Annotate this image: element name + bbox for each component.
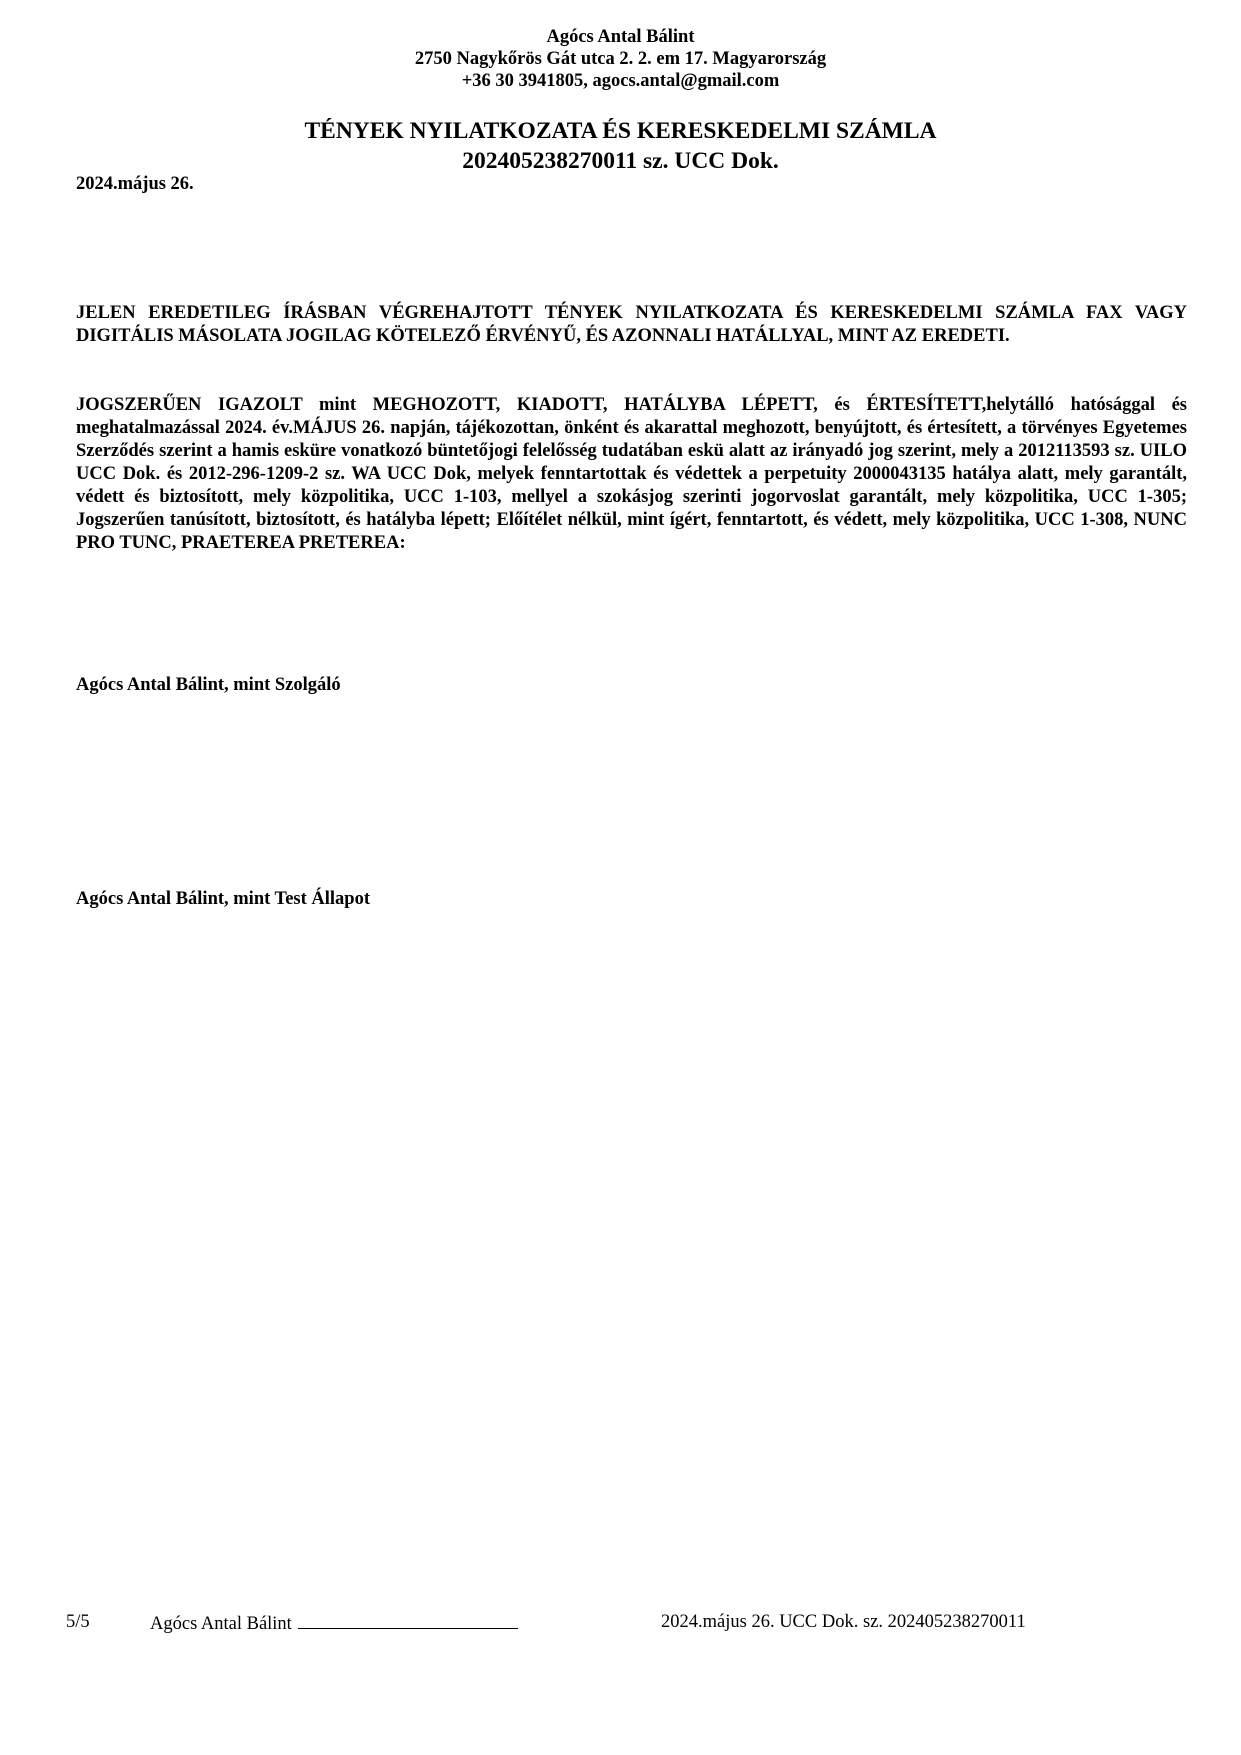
sender-header <box>0 26 1241 92</box>
document-title-line-2: 202405238270011 sz. UCC Dok. <box>462 148 779 174</box>
signature-line-body-state: Agócs Antal Bálint, mint Test Állapot <box>76 889 370 909</box>
sender-name: Agócs Antal Bálint <box>546 27 695 47</box>
paragraph-copy-validity: JELEN EREDETILEG ÍRÁSBAN VÉGREHAJTOTT TÉNYEK NYILATKOZATA ÉS KERESKEDELMI SZÁMLA FAX VAGY DIGITÁLIS MÁSOLATA JOGILAG KÖTELEZŐ ÉRVÉNYŰ, ÉS AZONNALI HATÁLLYAL, MINT AZ EREDETI. <box>76 303 1187 346</box>
document-date: 2024.május 26. <box>76 174 194 194</box>
footer-signature-blank <box>298 1611 518 1629</box>
document-title <box>0 116 1241 176</box>
paragraph-certification: JOGSZERŰEN IGAZOLT mint MEGHOZOTT, KIADOTT, HATÁLYBA LÉPETT, és ÉRTESÍTETT,helytálló hatósággal és meghatalmazással 2024. év.MÁJUS 26. napján, tájékozottan, önként és akarattal meghozott, benyújtott, és értesített, a törvényes Egyetemes Szerződés szerint a hamis esküre vonatkozó büntetőjogi felelősség tudatában eskü alatt az irányadó jog szerint, mely a 2012113593 sz. UILO UCC Dok. és 2012-296-1209-2 sz. WA UCC Dok, melyek fenntartottak és védettek a perpetuity 2000043135 hatálya alatt, mely garantált, védett és biztosított, mely közpolitika, UCC 1-103, mellyel a szokásjog szerinti jogorvoslat garantált, mely közpolitika, UCC 1-305; Jogszerűen tanúsított, biztosított, és hatályba lépett; Előítélet nélkül, mint ígért, fenntartott, és védett, mely közpolitika, UCC 1-308, NUNC PRO TUNC, PRAETEREA PRETEREA: <box>76 395 1187 553</box>
sender-contact: +36 30 3941805, agocs.antal@gmail.com <box>461 71 780 91</box>
signature-line-servant: Agócs Antal Bálint, mint Szolgáló <box>76 675 341 695</box>
footer-page-number: 5/5 <box>66 1612 90 1632</box>
footer-document-reference: 2024.május 26. UCC Dok. sz. 202405238270011 <box>661 1612 1026 1632</box>
footer-signatory <box>150 1611 518 1635</box>
document-title-line-1: TÉNYEK NYILATKOZATA ÉS KERESKEDELMI SZÁMLA <box>304 118 937 144</box>
sender-address: 2750 Nagykőrös Gát utca 2. 2. em 17. Magyarország <box>414 49 827 69</box>
footer-signatory-name: Agócs Antal Bálint <box>150 1614 292 1634</box>
